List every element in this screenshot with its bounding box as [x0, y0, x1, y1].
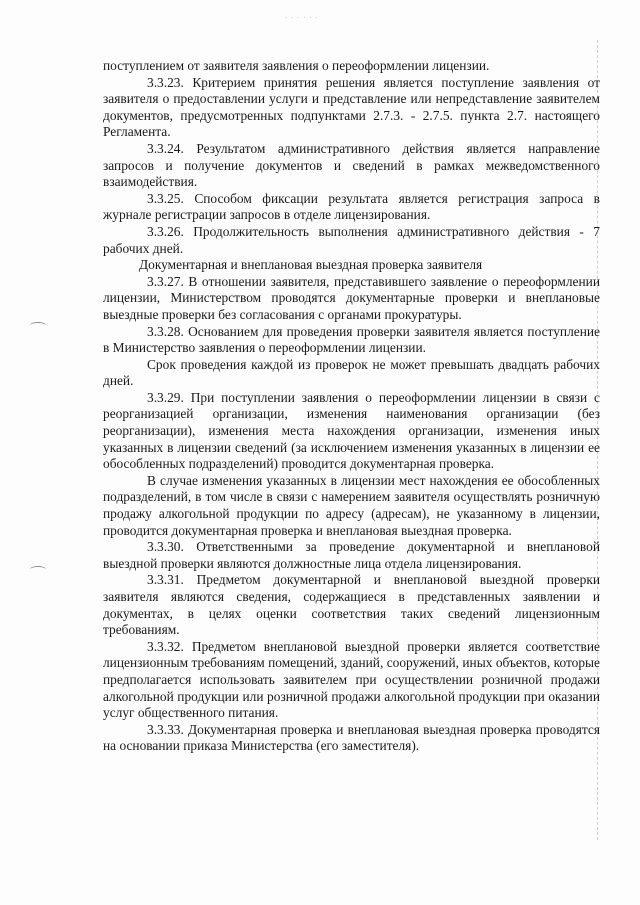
paragraph-3-3-25: 3.3.25. Способом фиксации результата является регистрация запроса в журнале регистрации запросов в отделе лицензирования. — [103, 190, 600, 223]
paragraph-3-3-29: 3.3.29. При поступлении заявления о переоформлении лицензии в связи с реорганизацией организации, изменения наименования организации (без реорганизации), изменения места нахождения организации, изменения иных указанных в лицензии сведений (за исключением изменения указанных в лицензии ее обособленных подразделений) проводится документарная проверка. — [103, 389, 600, 472]
paragraph-3-3-33: 3.3.33. Документарная проверка и внеплановая выездная проверка проводятся на основании приказа Министерства (его заместителя). — [103, 721, 600, 754]
margin-mark — [30, 566, 46, 573]
paragraph-location-change: В случае изменения указанных в лицензии мест нахождения ее обособленных подразделений, в том числе в связи с намерением заявителя осуществлять розничную продажу алкогольной продукции по адресу (адресам), не указанному в лицензии, проводится документарная проверка и внеплановая выездная проверка. — [103, 472, 600, 538]
paragraph-3-3-27: 3.3.27. В отношении заявителя, представившего заявление о переоформлении лицензии, Министерством проводятся документарные проверки и внеплановые выездные проверки без согласования с органами прокуратуры. — [103, 273, 600, 322]
paragraph-3-3-26: 3.3.26. Продолжительность выполнения административного действия - 7 рабочих дней. — [103, 223, 600, 256]
paragraph-inspection-term: Срок проведения каждой из проверок не может превышать двадцать рабочих дней. — [103, 356, 600, 389]
document-body — [103, 58, 600, 755]
paragraph-continuation: поступлением от заявителя заявления о переоформлении лицензии. — [103, 58, 490, 73]
paragraph-3-3-30: 3.3.30. Ответственными за проведение документарной и внеплановой выездной проверки являются должностные лица отдела лицензирования. — [103, 539, 600, 571]
margin-mark — [30, 322, 46, 329]
paragraph-3-3-28: 3.3.28. Основанием для проведения проверки заявителя является поступление в Министерство заявления о переоформлении лицензии. — [103, 323, 600, 356]
paragraph-3-3-31: 3.3.31. Предметом документарной и внеплановой выездной проверки заявителя являются сведения, содержащиеся в представленных заявлении и документах, в целях оценки соответствия таких сведений лицензионным требованиям. — [103, 572, 600, 638]
paragraph-3-3-23: 3.3.23. Критерием принятия решения является поступление заявления от заявителя о предоставлении услуги и представление или непредставление заявителем документов, предусмотренных подпунктами 2.7.3. - 2.7.5. пункта 2.7. настоящего Регламента. — [103, 74, 600, 140]
section-heading: Документарная и внеплановая выездная проверка заявителя — [139, 257, 483, 273]
paragraph-3-3-32: 3.3.32. Предметом внеплановой выездной проверки является соответствие лицензионным требованиям помещений, зданий, сооружений, иных объектов, которые предполагается использовать заявителем при осуществлении розничной продажи алкогольной продукции или розничной продажи алкогольной продукции при оказании услуг общественного питания. — [103, 638, 600, 721]
header-mark: · · · · · · — [285, 14, 319, 22]
paragraph-3-3-24: 3.3.24. Результатом административного действия является направление запросов и получение документов и сведений в рамках межведомственного взаимодействия. — [103, 140, 600, 190]
